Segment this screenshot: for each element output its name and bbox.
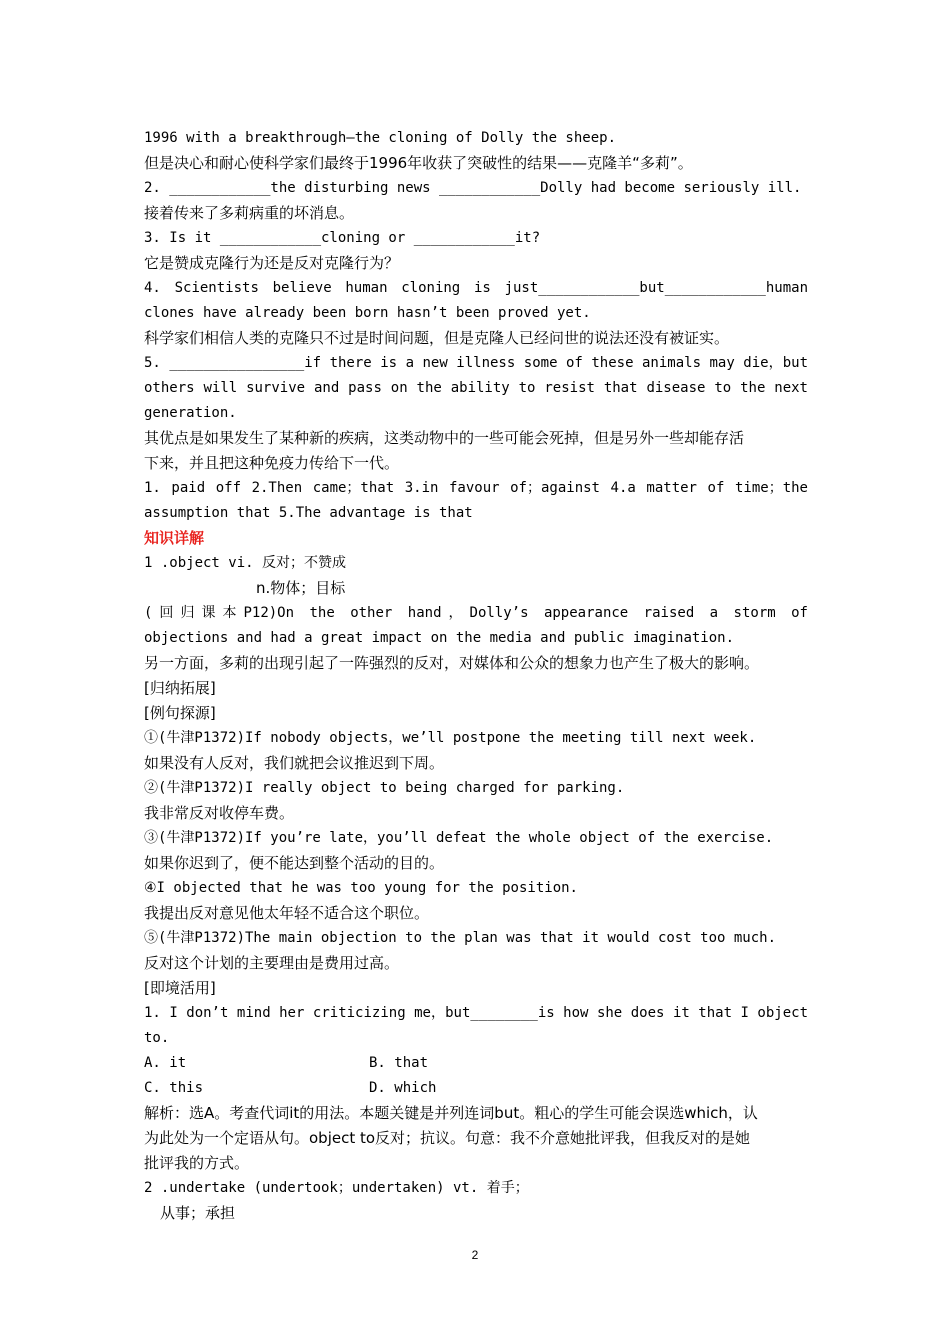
text-line: 1. I don’t mind her criticizing me，but________is how she does it that I object xyxy=(144,1005,808,1021)
content-block-2 xyxy=(144,1101,808,1226)
text-line: 但是决心和耐心使科学家们最终于1996年收获了突破性的结果——克隆羊“多莉”。 xyxy=(144,154,693,172)
text-line: 解析：选A。考查代词it的用法。本题关键是并列连词but。粗心的学生可能会误选which，认 xyxy=(144,1104,758,1122)
option-d: D. which xyxy=(369,1080,437,1096)
text-line: 1996 with a breakthrough—the cloning of Dolly the sheep. xyxy=(144,130,617,146)
document-page xyxy=(144,126,808,1226)
text-line: clones have already been born hasn’t been proved yet. xyxy=(144,305,591,321)
content-block-1 xyxy=(144,126,808,1051)
text-line: 接着传来了多莉病重的坏消息。 xyxy=(144,204,355,222)
text-line: 2 .undertake (undertook；undertaken) vt. 着手； xyxy=(144,1180,529,1196)
text-line: 2. ____________the disturbing news ____________Dolly had become seriously ill. xyxy=(144,180,802,196)
text-line: 1. paid off 2.Then came；that 3.in favour of；against 4.a matter of time；the xyxy=(144,480,808,496)
text-line: (回归课本P12)On the other hand，Dolly’s appearance raised a storm of xyxy=(144,605,808,621)
text-line: n.物体；目标 xyxy=(256,579,346,597)
text-line: [即境活用] xyxy=(144,979,216,997)
text-line: [归纳拓展] xyxy=(144,679,216,697)
option-b: B. that xyxy=(369,1055,429,1071)
text-line: 如果你迟到了，便不能达到整个活动的目的。 xyxy=(144,854,445,872)
page-number: 2 xyxy=(471,1248,479,1262)
text-line: 其优点是如果发生了某种新的疾病，这类动物中的一些可能会死掉，但是另外一些却能存活 xyxy=(144,429,745,447)
text-line: ③(牛津P1372)If you’re late，you’ll defeat the whole object of the exercise. xyxy=(144,830,774,846)
text-line: ②(牛津P1372)I really object to being charged for parking. xyxy=(144,780,625,796)
answer-options-row-2 xyxy=(144,1076,808,1101)
text-line: ④I objected that he was too young for the position. xyxy=(144,880,578,896)
option-a: A. it xyxy=(144,1055,187,1071)
text-line: 我提出反对意见他太年轻不适合这个职位。 xyxy=(144,904,430,922)
option-c: C. this xyxy=(144,1080,204,1096)
text-line: others will survive and pass on the ability to resist that disease to the next xyxy=(144,380,808,396)
text-line: 5. ________________if there is a new illness some of these animals may die，but xyxy=(144,355,808,371)
text-line: 4. Scientists believe human cloning is just____________but____________human xyxy=(144,280,808,296)
text-line: objections and had a great impact on the media and public imagination. xyxy=(144,630,735,646)
text-line: assumption that 5.The advantage is that xyxy=(144,505,473,521)
text-line: ⑤(牛津P1372)The main objection to the plan was that it would cost too much. xyxy=(144,930,777,946)
text-line: 下来，并且把这种免疫力传给下一代。 xyxy=(144,454,400,472)
text-line: ①(牛津P1372)If nobody objects，we’ll postpone the meeting till next week. xyxy=(144,730,757,746)
text-line: [例句探源] xyxy=(144,704,216,722)
text-line: 我非常反对收停车费。 xyxy=(144,804,295,822)
text-line: 批评我的方式。 xyxy=(144,1154,250,1172)
text-line: 它是赞成克隆行为还是反对克隆行为？ xyxy=(144,254,400,272)
text-line: generation. xyxy=(144,405,237,421)
text-line: 为此处为一个定语从句。object to反对；抗议。句意：我不介意她批评我，但我反对的是她 xyxy=(144,1129,751,1147)
text-line: to. xyxy=(144,1030,170,1046)
section-heading: 知识详解 xyxy=(144,529,205,547)
text-line: 科学家们相信人类的克隆只不过是时间问题，但是克隆人已经问世的说法还没有被证实。 xyxy=(144,329,730,347)
answer-options-row-1 xyxy=(144,1051,808,1076)
text-line: 另一方面，多莉的出现引起了一阵强烈的反对，对媒体和公众的想象力也产生了极大的影响。 xyxy=(144,654,760,672)
text-line: 反对这个计划的主要理由是费用过高。 xyxy=(144,954,400,972)
text-line: 3. Is it ____________cloning or ____________it? xyxy=(144,230,541,246)
text-line: 如果没有人反对，我们就把会议推迟到下周。 xyxy=(144,754,445,772)
text-line: 从事；承担 xyxy=(160,1204,236,1222)
text-line: 1 .object vi. 反对；不赞成 xyxy=(144,555,347,571)
